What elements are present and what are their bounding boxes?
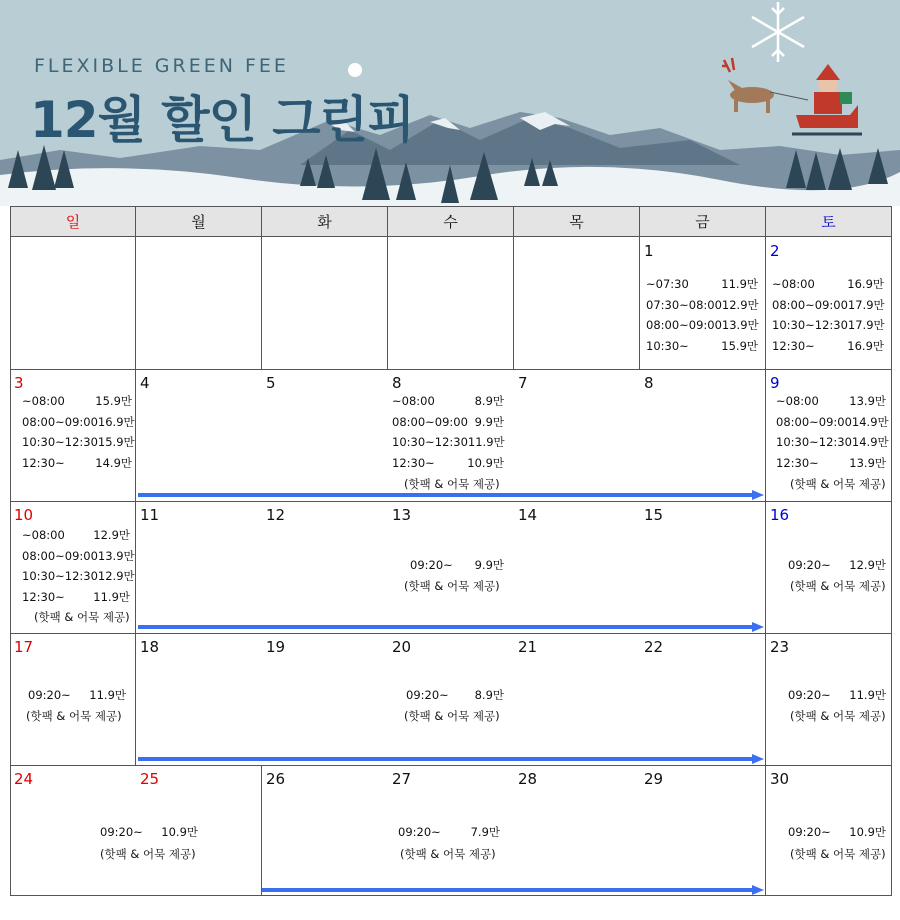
- tee-time: 12:30~: [776, 455, 819, 470]
- green-fee: 11.9만: [93, 589, 130, 604]
- date-12: 12: [266, 506, 286, 524]
- tee-time: 10:30~12:30: [22, 435, 98, 449]
- price-table-sat23: [788, 685, 886, 706]
- banner-title: 12월 할인 그린피: [30, 91, 415, 149]
- price-table-sat2: [772, 274, 884, 356]
- price-row: [22, 525, 130, 546]
- date-28: 28: [518, 770, 538, 788]
- price-row: [22, 412, 135, 433]
- price-table-fri1: [646, 274, 758, 356]
- price-row: [22, 453, 132, 474]
- tee-time: 09:20~: [398, 825, 441, 839]
- price-table-sun10: [22, 525, 135, 607]
- note-week4: (핫팩 & 어묵 제공): [404, 477, 500, 491]
- banner-subtitle: FLEXIBLE GREEN FEE: [34, 55, 289, 77]
- note-sat30: (핫팩 & 어묵 제공): [790, 847, 886, 861]
- date-4: 4: [140, 374, 150, 392]
- price-row: [772, 295, 884, 316]
- date-6: 8: [392, 374, 402, 392]
- price-row: [392, 412, 504, 433]
- green-fee: 10.9만: [849, 825, 886, 839]
- green-fee: 11.9만: [89, 688, 126, 702]
- green-fee: 10.9만: [161, 825, 198, 839]
- price-row: [22, 546, 135, 567]
- note-week26: (핫팩 & 어묵 제공): [400, 847, 496, 861]
- green-fee: 14.9만: [95, 455, 132, 470]
- header-banner: [0, 0, 900, 206]
- grid-line: [10, 369, 892, 370]
- green-fee: 12.9만: [93, 528, 130, 542]
- date-13: 13: [392, 506, 412, 524]
- date-8: 8: [644, 374, 654, 392]
- price-row: [398, 822, 500, 843]
- weekday-fri: 금: [640, 206, 766, 237]
- green-fee: 10.9만: [467, 455, 504, 470]
- tee-time: ~08:00: [22, 528, 65, 542]
- tee-time: ~08:00: [772, 277, 815, 291]
- date-range-arrow-week4: [138, 754, 764, 764]
- green-fee: 12.9만: [721, 297, 759, 312]
- green-fee: 13.9만: [849, 394, 886, 408]
- green-fee: 8.9만: [474, 688, 504, 702]
- green-fee: 12.9만: [849, 558, 886, 572]
- date-2: 2: [770, 242, 780, 260]
- weekday-sat: 토: [766, 206, 892, 237]
- green-fee: 17.9만: [847, 318, 885, 332]
- date-14: 14: [518, 506, 538, 524]
- calendar-grid: [10, 206, 892, 896]
- date-3: 3: [14, 374, 24, 392]
- tee-time: 09:20~: [410, 558, 453, 572]
- tee-time: 12:30~: [392, 455, 435, 470]
- price-table-sat30: [788, 822, 886, 843]
- price-row: [772, 274, 884, 295]
- date-7: 7: [518, 374, 528, 392]
- price-row: [392, 432, 504, 453]
- grid-line: [765, 237, 766, 370]
- date-11: 11: [140, 506, 160, 524]
- date-29: 29: [644, 770, 664, 788]
- note-week18: (핫팩 & 어묵 제공): [404, 709, 500, 723]
- price-row: [776, 412, 889, 433]
- price-row: [28, 685, 126, 706]
- green-fee: 13.9만: [849, 455, 886, 470]
- date-1: 1: [644, 242, 654, 260]
- weekday-sun: 일: [10, 206, 136, 237]
- weekday-tue: 화: [262, 206, 388, 237]
- price-table-sat9: [776, 391, 889, 473]
- grid-line: [639, 237, 640, 370]
- tee-time: 10:30~: [646, 338, 689, 353]
- tee-time: 09:20~: [788, 825, 831, 839]
- price-table-sun17: [28, 685, 126, 706]
- price-row: [788, 822, 886, 843]
- tee-time: 08:00~09:00: [392, 414, 468, 429]
- price-row: [410, 555, 504, 576]
- tee-time: 09:20~: [788, 558, 831, 572]
- green-fee: 13.9만: [721, 318, 759, 332]
- tee-time: 12:30~: [22, 589, 65, 604]
- price-row: [788, 685, 886, 706]
- grid-line: [135, 237, 136, 370]
- date-22: 22: [644, 638, 664, 656]
- note-week11: (핫팩 & 어묵 제공): [404, 579, 500, 593]
- green-fee: 8.9만: [474, 394, 504, 408]
- note-sat16: (핫팩 & 어묵 제공): [790, 579, 886, 593]
- green-fee: 15.9만: [95, 394, 132, 408]
- price-row: [772, 315, 884, 336]
- price-table-week26: [398, 822, 500, 843]
- price-row: [776, 432, 889, 453]
- grid-line: [10, 765, 892, 766]
- green-fee: 16.9만: [97, 414, 135, 429]
- grid-line: [261, 765, 262, 896]
- note-week24: (핫팩 & 어묵 제공): [100, 847, 196, 861]
- green-fee: 14.9만: [851, 414, 889, 429]
- green-fee: 7.9만: [470, 825, 500, 839]
- price-row: [392, 391, 504, 412]
- tee-time: 12:30~: [772, 338, 815, 353]
- green-fee: 16.9만: [847, 277, 884, 291]
- green-fee: 11.9만: [467, 435, 505, 449]
- grid-line: [765, 369, 766, 766]
- date-15: 15: [644, 506, 664, 524]
- price-table-week18: [406, 685, 504, 706]
- price-row: [22, 587, 130, 608]
- date-18: 18: [140, 638, 160, 656]
- grid-line: [10, 895, 892, 896]
- weekday-thu: 목: [514, 206, 640, 237]
- green-fee: 14.9만: [851, 435, 889, 449]
- grid-line: [10, 501, 892, 502]
- price-row: [788, 555, 886, 576]
- date-30: 30: [770, 770, 790, 788]
- price-table-sun3: [22, 391, 135, 473]
- grid-line: [513, 237, 514, 370]
- grid-line: [10, 237, 11, 896]
- tee-time: 10:30~12:30: [772, 318, 848, 332]
- tee-time: ~08:00: [776, 394, 819, 408]
- green-fee: 15.9만: [721, 338, 758, 353]
- tee-time: 09:20~: [788, 688, 831, 702]
- price-table-week24: [100, 822, 198, 843]
- green-fee: 15.9만: [97, 435, 135, 449]
- date-23: 23: [770, 638, 790, 656]
- date-17: 17: [14, 638, 34, 656]
- tee-time: ~08:00: [392, 394, 435, 408]
- price-row: [772, 336, 884, 357]
- note-sat9: (핫팩 & 어묵 제공): [790, 477, 886, 491]
- tee-time: 12:30~: [22, 455, 65, 470]
- price-row: [776, 391, 886, 412]
- date-range-arrow-week2: [138, 490, 764, 500]
- date-24: 24: [14, 770, 34, 788]
- price-row: [22, 566, 135, 587]
- grid-line: [10, 633, 892, 634]
- tee-time: 10:30~12:30: [392, 435, 468, 449]
- price-table-week4: [392, 391, 504, 473]
- date-19: 19: [266, 638, 286, 656]
- price-row: [22, 391, 132, 412]
- tee-time: 10:30~12:30: [776, 435, 852, 449]
- date-25: 25: [140, 770, 160, 788]
- date-10: 10: [14, 506, 34, 524]
- green-fee: 9.9만: [474, 414, 504, 429]
- grid-line: [261, 237, 262, 370]
- price-row: [646, 336, 758, 357]
- tee-time: 10:30~12:30: [22, 569, 98, 583]
- price-row: [406, 685, 504, 706]
- date-26: 26: [266, 770, 286, 788]
- date-21: 21: [518, 638, 538, 656]
- grid-line: [387, 237, 388, 370]
- tee-time: 08:00~09:00: [772, 297, 848, 312]
- tee-time: ~07:30: [646, 277, 689, 291]
- green-fee: 17.9만: [847, 297, 885, 312]
- tee-time: 08:00~09:00: [22, 414, 98, 429]
- date-16: 16: [770, 506, 790, 524]
- tee-time: 09:20~: [406, 688, 449, 702]
- green-fee: 16.9만: [847, 338, 884, 353]
- weekday-mon: 월: [136, 206, 262, 237]
- weekday-wed: 수: [388, 206, 514, 237]
- calendar: [10, 206, 892, 896]
- tee-time: 08:00~09:00: [776, 414, 852, 429]
- price-row: [646, 274, 758, 295]
- date-9: 9: [770, 374, 780, 392]
- price-row: [776, 453, 886, 474]
- note-sat23: (핫팩 & 어묵 제공): [790, 709, 886, 723]
- date-27: 27: [392, 770, 412, 788]
- grid-line: [765, 765, 766, 896]
- tee-time: 09:20~: [28, 688, 71, 702]
- price-row: [392, 453, 504, 474]
- date-range-arrow-week3: [138, 622, 764, 632]
- price-row: [646, 295, 758, 316]
- green-fee: 11.9만: [721, 277, 758, 291]
- price-row: [22, 432, 135, 453]
- grid-line: [891, 237, 892, 896]
- tee-time: 09:20~: [100, 825, 143, 839]
- tee-time: 07:30~08:00: [646, 297, 722, 312]
- date-5: 5: [266, 374, 276, 392]
- green-fee: 9.9만: [474, 558, 504, 572]
- green-fee: 13.9만: [97, 548, 135, 563]
- grid-line: [135, 369, 136, 766]
- tee-time: ~08:00: [22, 394, 65, 408]
- date-range-arrow-week5: [262, 885, 764, 895]
- date-20: 20: [392, 638, 412, 656]
- tee-time: 08:00~09:00: [22, 548, 98, 563]
- price-row: [646, 315, 758, 336]
- price-table-week11: [410, 555, 504, 576]
- price-table-sat16: [788, 555, 886, 576]
- green-fee: 11.9만: [849, 688, 886, 702]
- price-row: [100, 822, 198, 843]
- note-sun10: (핫팩 & 어묵 제공): [34, 610, 130, 624]
- green-fee: 12.9만: [97, 569, 135, 583]
- tee-time: 08:00~09:00: [646, 318, 722, 332]
- note-sun17: (핫팩 & 어묵 제공): [26, 709, 122, 723]
